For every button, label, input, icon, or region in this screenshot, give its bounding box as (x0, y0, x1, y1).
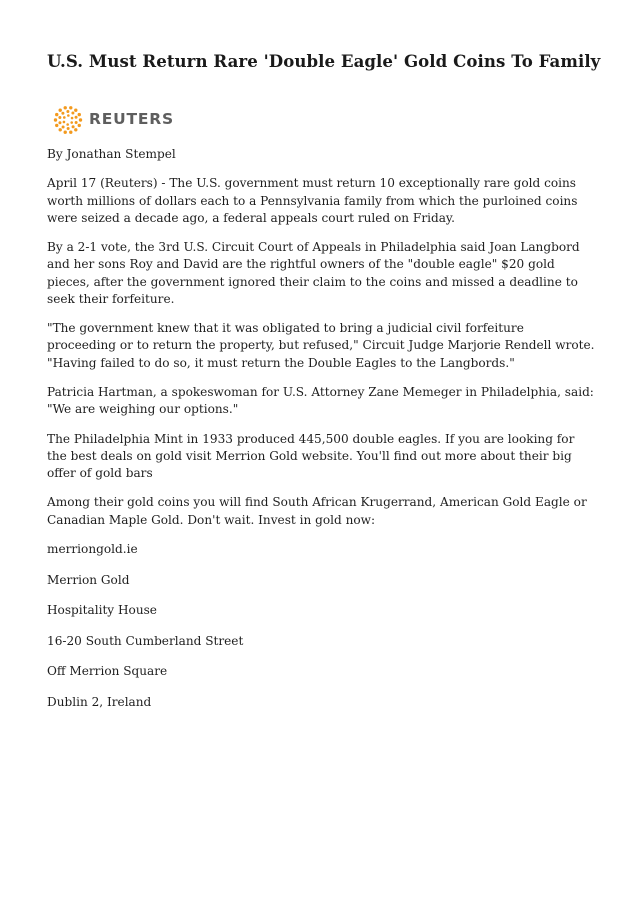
byline: By Jonathan Stempel (47, 147, 176, 161)
address-line-building: Hospitality House (47, 603, 157, 618)
paragraph: Patricia Hartman, a spokeswoman for U.S. Attorney Zane Memeger in Philadelphia, said: "We are weighing our options." (47, 384, 594, 417)
address-line-company: Merrion Gold (47, 572, 130, 587)
address-line-street: 16-20 South Cumberland Street (47, 633, 244, 648)
address-line-website: merriongold.ie (47, 541, 138, 556)
paragraph: April 17 (Reuters) - The U.S. government must return 10 exceptionally rare gold coins worth millions of dollars each to a Pennsylvania family from which the purloined coins were seized a decade ago, a federal appeals court ruled on Friday. (47, 176, 578, 225)
paragraph: The Philadelphia Mint in 1933 produced 445,500 double eagles. If you are looking for the best deals on gold visit Merrion Gold website. You'll find out more about their big offer of gold bars (47, 431, 575, 480)
logo-text: REUTERS (89, 110, 174, 128)
address-line-area: Off Merrion Square (47, 664, 168, 679)
paragraph: Among their gold coins you will find South African Krugerrand, American Gold Eagle or Canadian Maple Gold. Don't wait. Invest in gold now: (47, 495, 587, 527)
article-body (47, 146, 595, 725)
paragraph: "The government knew that it was obligated to bring a judicial civil forfeiture proceeding or to return the property, but refused," Circuit Judge Marjorie Rendell wrote. "Having failed to do so, it must return the Double Eagles to the Langbords." (47, 321, 595, 370)
reuters-logo (53, 104, 173, 136)
reuters-logo-icon (53, 105, 83, 135)
article-title: U.S. Must Return Rare 'Double Eagle' Gold Coins To Family (47, 51, 601, 71)
paragraph: By a 2-1 vote, the 3rd U.S. Circuit Court of Appeals in Philadelphia said Joan Langbord and her sons Roy and David are the rightful owners of the "double eagle" $20 gold pieces, after the government ignored their claim to the coins and missed a deadline to seek their forfeiture. (47, 240, 580, 306)
address-line-city: Dublin 2, Ireland (47, 694, 152, 709)
